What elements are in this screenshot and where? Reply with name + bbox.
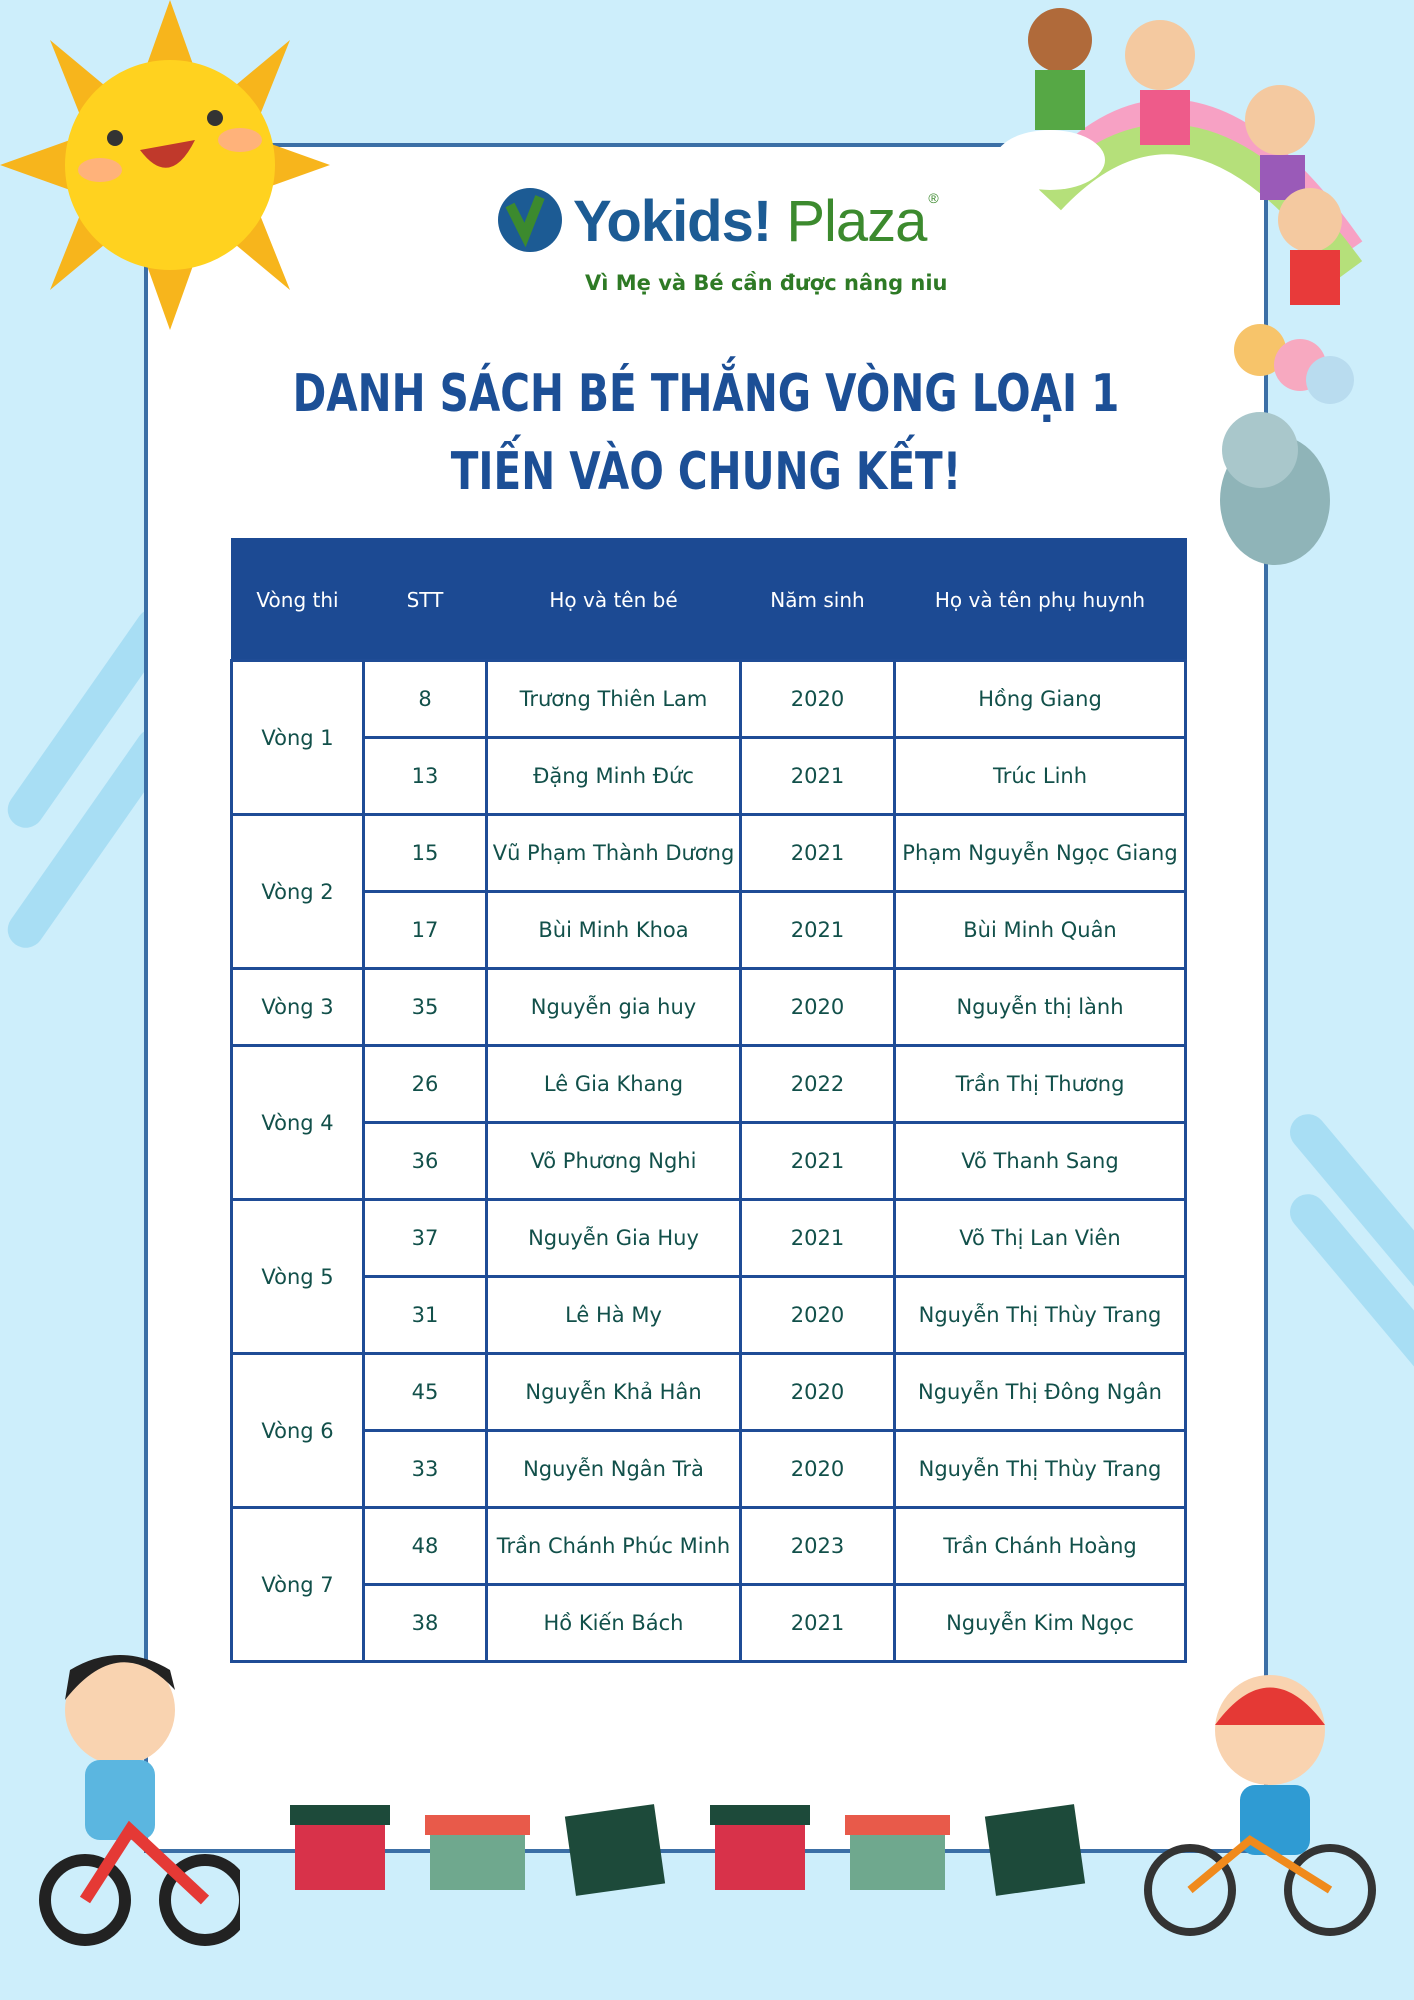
child-name-cell: Vũ Phạm Thành Dương [487,815,741,892]
round-cell: Vòng 6 [232,1354,364,1508]
table-row [232,1354,1186,1431]
round-cell: Vòng 2 [232,815,364,969]
child-name-cell: Đặng Minh Đức [487,738,741,815]
round-cell: Vòng 1 [232,661,364,815]
yokids-logo [495,180,948,300]
child-name-cell: Lê Gia Khang [487,1046,741,1123]
birth-year-cell: 2020 [741,1277,895,1354]
child-name-cell: Bùi Minh Khoa [487,892,741,969]
gift-boxes-illustration [290,1780,1090,1900]
parent-name-cell: Phạm Nguyễn Ngọc Giang [895,815,1186,892]
child-name-cell: Nguyễn Khả Hân [487,1354,741,1431]
stt-cell: 33 [364,1431,487,1508]
table-header-row [232,539,1186,661]
page-title-line-2: TIẾN VÀO CHUNG KẾT! [450,442,962,502]
birth-year-cell: 2022 [741,1046,895,1123]
brand-suffix: Plaza [786,189,927,254]
birth-year-cell: 2021 [741,1123,895,1200]
child-name-cell: Nguyễn Gia Huy [487,1200,741,1277]
child-name-cell: Trần Chánh Phúc Minh [487,1508,741,1585]
stt-cell: 17 [364,892,487,969]
stt-cell: 38 [364,1585,487,1662]
stt-cell: 26 [364,1046,487,1123]
boy-on-balance-bike-illustration [20,1630,240,1950]
table-row [232,1046,1186,1123]
birth-year-cell: 2020 [741,661,895,738]
parent-name-cell: Nguyễn Thị Thùy Trang [895,1431,1186,1508]
dragon-balloons-illustration [1200,320,1380,580]
parent-name-cell: Trần Thị Thương [895,1046,1186,1123]
tagline: Vì Mẹ và Bé cần được nâng niu [585,271,948,295]
parent-name-cell: Nguyễn Thị Thùy Trang [895,1277,1186,1354]
birth-year-cell: 2021 [741,1585,895,1662]
stt-cell: 35 [364,969,487,1046]
header-round: Vòng thi [232,539,364,661]
sun-illustration [0,0,340,340]
header-stt: STT [364,539,487,661]
parent-name-cell: Võ Thị Lan Viên [895,1200,1186,1277]
table-row [232,1431,1186,1508]
parent-name-cell: Hồng Giang [895,661,1186,738]
parent-name-cell: Nguyễn Kim Ngọc [895,1585,1186,1662]
child-name-cell: Trương Thiên Lam [487,661,741,738]
birth-year-cell: 2020 [741,969,895,1046]
parent-name-cell: Nguyễn thị lành [895,969,1186,1046]
table-row [232,1123,1186,1200]
stt-cell: 36 [364,1123,487,1200]
stt-cell: 8 [364,661,487,738]
winners-table [230,538,1187,1663]
table-row [232,1200,1186,1277]
round-cell: Vòng 4 [232,1046,364,1200]
birth-year-cell: 2020 [741,1431,895,1508]
child-name-cell: Lê Hà My [487,1277,741,1354]
brand-name [573,188,939,256]
yokids-logo-mark [495,185,565,255]
child-name-cell: Võ Phương Nghi [487,1123,741,1200]
table-row [232,738,1186,815]
birth-year-cell: 2021 [741,738,895,815]
birth-year-cell: 2021 [741,1200,895,1277]
stt-cell: 15 [364,815,487,892]
header-birth-year: Năm sinh [741,539,895,661]
kids-illustration [990,0,1414,370]
table-row [232,892,1186,969]
birth-year-cell: 2020 [741,1354,895,1431]
header-child-name: Họ và tên bé [487,539,741,661]
birth-year-cell: 2023 [741,1508,895,1585]
birth-year-cell: 2021 [741,815,895,892]
stt-cell: 48 [364,1508,487,1585]
stt-cell: 31 [364,1277,487,1354]
registered-mark: ® [928,190,939,206]
round-cell: Vòng 3 [232,969,364,1046]
header-parent-name: Họ và tên phụ huynh [895,539,1186,661]
birth-year-cell: 2021 [741,892,895,969]
child-name-cell: Nguyễn gia huy [487,969,741,1046]
stt-cell: 37 [364,1200,487,1277]
table-row [232,969,1186,1046]
parent-name-cell: Nguyễn Thị Đông Ngân [895,1354,1186,1431]
stt-cell: 13 [364,738,487,815]
parent-name-cell: Trúc Linh [895,738,1186,815]
girl-on-bicycle-illustration [1140,1650,1380,1940]
round-cell: Vòng 7 [232,1508,364,1662]
table-row [232,815,1186,892]
parent-name-cell: Võ Thanh Sang [895,1123,1186,1200]
stt-cell: 45 [364,1354,487,1431]
child-name-cell: Hồ Kiến Bách [487,1585,741,1662]
parent-name-cell: Bùi Minh Quân [895,892,1186,969]
child-name-cell: Nguyễn Ngân Trà [487,1431,741,1508]
table-row [232,1277,1186,1354]
round-cell: Vòng 5 [232,1200,364,1354]
table-row [232,661,1186,738]
page-title-line-1: DANH SÁCH BÉ THẮNG VÒNG LOẠI 1 [292,364,1120,424]
table-row [232,1508,1186,1585]
table-row [232,1585,1186,1662]
brand-primary: Yokids! [573,189,772,254]
parent-name-cell: Trần Chánh Hoàng [895,1508,1186,1585]
